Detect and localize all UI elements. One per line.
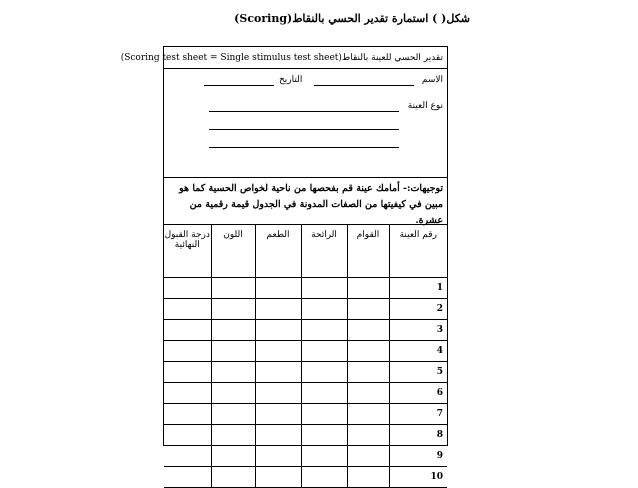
sample-type-line-2[interactable] [209,129,399,130]
cell[interactable] [211,383,255,404]
row-number: 2 [389,299,447,320]
row-number: 5 [389,362,447,383]
cell[interactable] [164,467,211,488]
row-number: 4 [389,341,447,362]
cell[interactable] [255,383,301,404]
cell[interactable] [347,383,389,404]
cell[interactable] [211,341,255,362]
date-line[interactable] [204,85,274,86]
cell[interactable] [301,320,347,341]
table-row [164,425,447,446]
cell[interactable] [255,320,301,341]
cell[interactable] [301,467,347,488]
cell[interactable] [255,404,301,425]
cell[interactable] [164,383,211,404]
table-row [164,446,447,467]
cell[interactable] [301,362,347,383]
cell[interactable] [255,278,301,299]
cell[interactable] [211,404,255,425]
header-odor: الرائحة [301,225,347,278]
row-number: 9 [389,446,447,467]
cell[interactable] [347,341,389,362]
sample-type-line-3[interactable] [209,147,399,148]
cell[interactable] [211,446,255,467]
cell[interactable] [255,341,301,362]
row-number: 7 [389,404,447,425]
scoring-sheet [120,46,448,482]
name-label: الاسم [421,75,443,85]
instructions: توجيهات:- أمامك عينة قم بفحصها من ناحية لخواص الحسية كما هو مبين في كيفيتها من الصفات المدونة في الجدول قيمة رقمية من عشرة. [164,177,447,225]
table-row [164,467,447,488]
cell[interactable] [347,320,389,341]
cell[interactable] [211,320,255,341]
table-row [164,404,447,425]
header-texture: القوام [347,225,389,278]
row-number: 3 [389,320,447,341]
date-label: التاريخ [279,75,303,85]
header-final-acceptance: درجة القبول النهائية [164,225,211,278]
table-row [164,362,447,383]
cell[interactable] [211,299,255,320]
row-number: 1 [389,278,447,299]
cell[interactable] [347,446,389,467]
cell[interactable] [164,320,211,341]
cell[interactable] [347,278,389,299]
cell[interactable] [211,362,255,383]
cell[interactable] [211,467,255,488]
cell[interactable] [347,362,389,383]
cell[interactable] [347,467,389,488]
cell[interactable] [301,299,347,320]
cell[interactable] [301,446,347,467]
cell[interactable] [211,425,255,446]
cell[interactable] [301,425,347,446]
table-row [164,278,447,299]
cell[interactable] [255,425,301,446]
cell[interactable] [301,383,347,404]
cell[interactable] [164,278,211,299]
cell[interactable] [164,446,211,467]
sheet-title: تقدير الحسي للعينة بالنقاط(Scoring test sheet = Single stimulus test sheet) [164,47,447,69]
cell[interactable] [301,404,347,425]
sample-type-label: نوع العينة [407,101,443,111]
cell[interactable] [211,278,255,299]
cell[interactable] [255,467,301,488]
table-row [164,341,447,362]
cell[interactable] [301,341,347,362]
cell[interactable] [164,404,211,425]
cell[interactable] [347,299,389,320]
cell[interactable] [301,278,347,299]
cell[interactable] [347,404,389,425]
cell[interactable] [164,362,211,383]
cell[interactable] [164,341,211,362]
table-row [164,383,447,404]
row-number: 6 [389,383,447,404]
sample-type-line[interactable] [209,111,399,112]
figure-caption: شكل( ) استمارة تقدير الحسي بالنقاط(Scoring) [234,12,470,25]
row-number: 8 [389,425,447,446]
table-row [164,299,447,320]
name-line[interactable] [314,85,414,86]
row-number: 10 [389,467,447,488]
cell[interactable] [164,299,211,320]
scoring-table [164,225,447,488]
header-color: اللون [211,225,255,278]
info-section [164,69,447,178]
header-taste: الطعم [255,225,301,278]
header-sample-number: رقم العينة [389,225,447,278]
cell[interactable] [164,425,211,446]
cell[interactable] [255,299,301,320]
table-row [164,320,447,341]
cell[interactable] [255,362,301,383]
table-header-row [164,225,447,278]
cell[interactable] [347,425,389,446]
cell[interactable] [255,446,301,467]
